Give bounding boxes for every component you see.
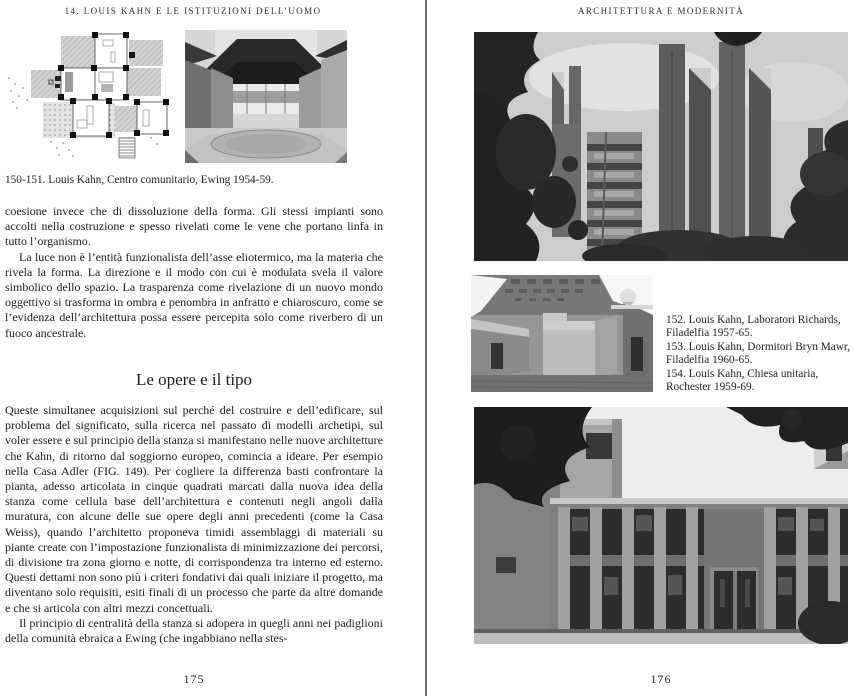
figure-caption-150-151: 150-151. Louis Kahn, Centro comunitario, Ewing 1954-59. (5, 174, 274, 186)
paragraph: La luce non è l’entità funzionalista dell’asse eliotermico, ma la materia che rivela la forma. La direzione e il modo con cui è modulata svela il valore simbolico dello spazio. La trasparenza come rivelazione di un nuovo mondo oggettivo si trasforma in ombra e penombra in anfratto e chiaroscuro, come se l’evidenza dell’architettura possa essere percepita solo come riverbero di un fuoco ancestrale. (5, 249, 383, 340)
courtyard-photo-svg (185, 30, 347, 163)
paragraph: coesione invece che di dissoluzione della forma. Gli stessi impianti sono accolti nella costruzione e spesso rivelati come le vene che portano linfa in tutto l’organismo. (5, 204, 383, 249)
left-body-block-2 (5, 403, 383, 646)
figure-152-richards-towers-photo (474, 32, 848, 261)
page-left (0, 0, 426, 696)
floor-plan-svg (3, 28, 173, 170)
figure-154-rochester-church-photo (474, 407, 848, 644)
paragraph: Il principio di centralità della stanza si adopera in quegli anni nei padiglioni della comunità ebraica a Ewing (che ingabbiano nella stes- (5, 615, 383, 646)
figure-151-courtyard-photo (185, 30, 347, 163)
right-captions-block (666, 314, 852, 394)
paragraph: Queste simultanee acquisizioni sul perché del costruire e dell’edificare, sul problema del significato, sulla ricerca nel passato di modelli archetipi, sul voler essere e sul principio della stanza si manifestano nelle nuove architetture che Kahn, di ritorno dal soggiorno europeo, comincia a ideare. Per esempio nella Casa Adler (FIG. 149). Per cogliere la differenza basti confrontare la pianta, adesso articolata in cinque quadrati marcati dalla nuova idea della stanza come cellula base dell’architettura e contenuti negli angoli dalla muratura, con alcune delle sue opere degli anni precedenti (come la Casa Weiss), quando l’architetto proponeva timidi assemblaggi di materiali su piante create con l’impostazione funzionalista di minimizzazione dei percorsi, di divisione tra zona giorno e notte, di corrispondenza tra interno ed esterno. Questi dettami non sono più i criteri fondativi dai quali iniziare il progetto, ma diventano solo requisiti, esiti finali di un processo che parte da altre domande e che si articola con altri mezzi concettuali. (5, 403, 383, 615)
page-right (427, 0, 854, 696)
left-page-number: 175 (183, 672, 205, 686)
left-running-head: 14. LOUIS KAHN E LE ISTITUZIONI DELL’UOMO (64, 6, 322, 16)
bryn-mawr-photo-svg (471, 275, 653, 392)
caption-153: 153. Louis Kahn, Dormitori Bryn Mawr, Filadelfia 1960-65. (666, 340, 851, 367)
left-body-block-1 (5, 204, 383, 341)
figure-153-bryn-mawr-interior-photo (471, 275, 653, 392)
caption-152: 152. Louis Kahn, Laboratori Richards, Filadelfia 1957-65. (666, 314, 841, 340)
right-running-head: ARCHITETTURA E MODERNITÀ (577, 6, 745, 16)
richards-photo-svg (474, 32, 848, 261)
right-page-number: 176 (650, 672, 672, 686)
section-heading: Le opere e il tipo (135, 370, 253, 389)
caption-154: 154. Louis Kahn, Chiesa unitaria, Rochester 1959-69. (666, 367, 819, 394)
figure-150-floor-plan-drawing (3, 28, 173, 170)
rochester-photo-svg (474, 407, 848, 644)
